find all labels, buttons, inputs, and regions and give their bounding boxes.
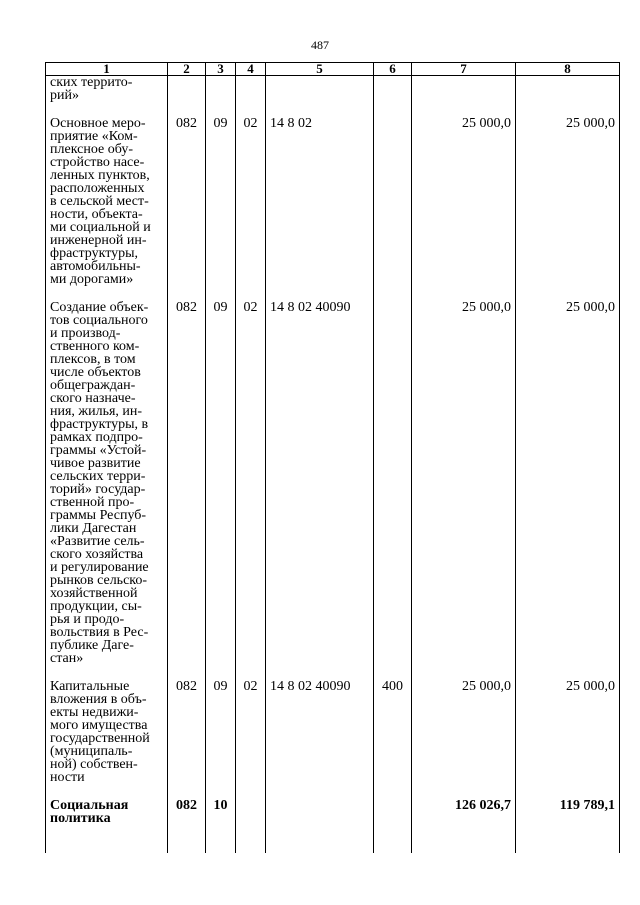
row-admin-code: 082 [168,117,206,286]
row-name-cell [46,76,168,103]
col-header-4: 4 [236,63,266,76]
row-spacer [46,286,620,301]
row-name: ских террито- рий» [50,75,133,103]
col-header-8: 8 [516,63,620,76]
row-spacer [46,784,620,799]
row-section: 09 [206,680,236,784]
row-admin-code [168,76,206,103]
row-name: Капитальные вложения в объ- екты недвижи- мого имущества государственной (муниципаль- ной) собствен- ности [50,679,150,785]
row-section: 10 [206,799,236,825]
row-name-cell [46,117,168,286]
table-row [46,301,620,665]
row-name-cell [46,301,168,665]
header-row [46,63,620,76]
row-expense-type [374,117,412,286]
row-amount-2: 25 000,0 [516,301,620,665]
row-admin-code: 082 [168,301,206,665]
row-admin-code: 082 [168,680,206,784]
row-target-article: 14 8 02 [266,117,374,286]
table-row [46,799,620,825]
row-target-article [266,799,374,825]
row-section [206,76,236,103]
row-amount-2 [516,76,620,103]
col-header-7: 7 [412,63,516,76]
row-target-article: 14 8 02 40090 [266,680,374,784]
col-header-6: 6 [374,63,412,76]
row-name: Социальная политика [50,798,129,826]
table-row [46,680,620,784]
col-header-3: 3 [206,63,236,76]
row-spacer [46,825,620,853]
col-header-1: 1 [46,63,168,76]
row-amount-1 [412,76,516,103]
row-amount-1: 25 000,0 [412,117,516,286]
row-expense-type [374,76,412,103]
row-amount-1: 25 000,0 [412,680,516,784]
row-amount-2: 25 000,0 [516,680,620,784]
row-amount-2: 25 000,0 [516,117,620,286]
row-target-article [266,76,374,103]
row-section: 09 [206,301,236,665]
budget-table [45,62,620,853]
table-row [46,76,620,103]
col-header-2: 2 [168,63,206,76]
row-name-cell [46,680,168,784]
row-subsection: 02 [236,117,266,286]
row-subsection: 02 [236,680,266,784]
row-amount-1: 126 026,7 [412,799,516,825]
row-expense-type [374,799,412,825]
row-target-article: 14 8 02 40090 [266,301,374,665]
row-name: Создание объек- тов социального и производ- ственного ком- плексов, в том числе объектов общеграждан- ского назначе- ния, жилья, ин- фраструктуры, в рамках подпро- граммы «Устой- чивое развитие сельских терри- торий» государ- ственной про- граммы Респуб- лики Дагестан «Развитие сель- ского хозяйства и регулирование рынков сельско- хозяйственной продукции, сы- рья и продо- вольствия в Рес- публике Даге- стан» [50,300,149,666]
row-amount-1: 25 000,0 [412,301,516,665]
row-spacer [46,102,620,117]
row-expense-type [374,301,412,665]
row-name-cell [46,799,168,825]
row-amount-2: 119 789,1 [516,799,620,825]
row-section: 09 [206,117,236,286]
table-row [46,117,620,286]
row-subsection: 02 [236,301,266,665]
row-subsection [236,799,266,825]
row-admin-code: 082 [168,799,206,825]
row-name: Основное меро- приятие «Ком- плексное обу- стройство насе- ленных пунктов, расположенных в сельской мест- ности, объекта- ми социальной и инженерной ин- фраструктуры, автомобильны- ми дорогами» [50,116,151,287]
row-subsection [236,76,266,103]
row-spacer [46,665,620,680]
row-expense-type: 400 [374,680,412,784]
col-header-5: 5 [266,63,374,76]
page-number: 487 [311,38,329,52]
